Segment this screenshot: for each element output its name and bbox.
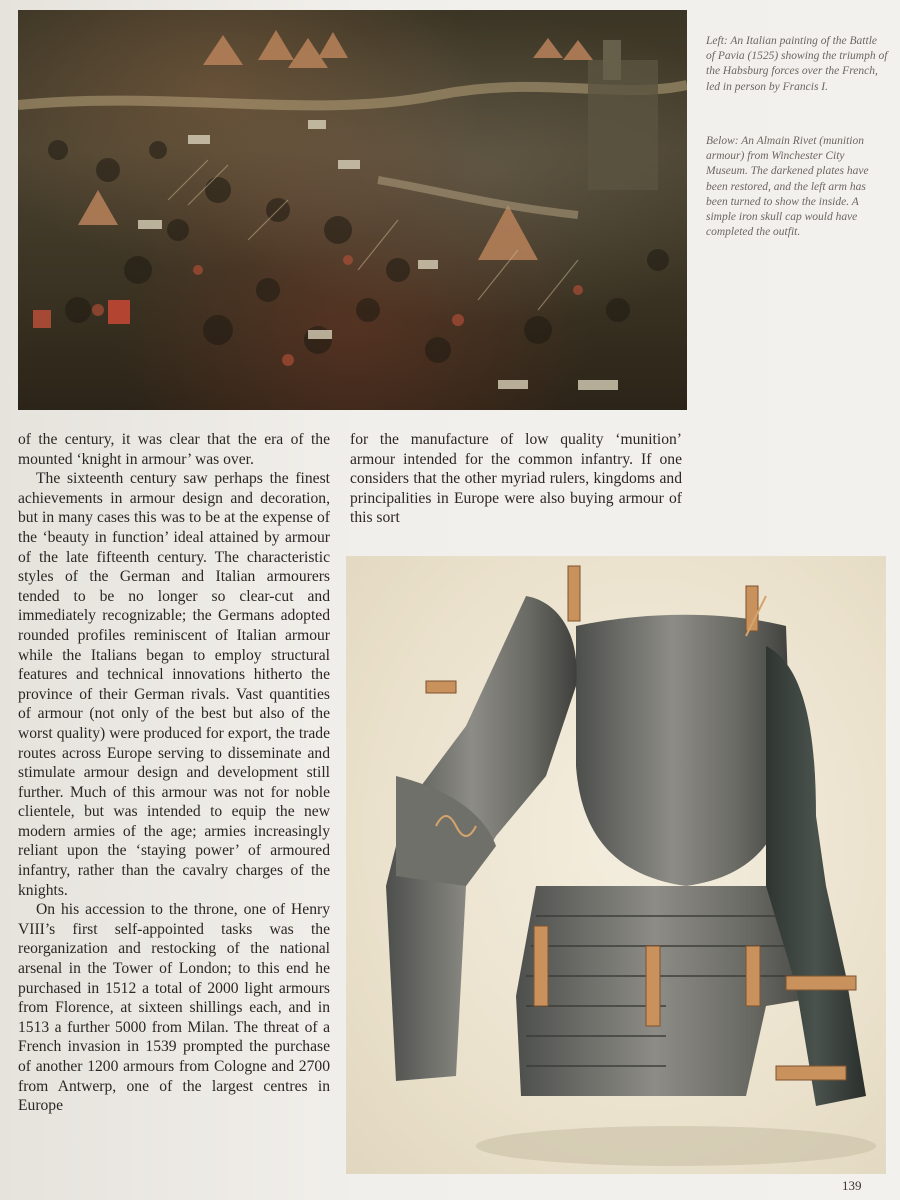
page-number: 139	[842, 1178, 862, 1193]
battle-of-pavia-painting	[18, 10, 687, 410]
paragraph: The sixteenth century saw perhaps the finest achievements in armour design and decoration, but in many cases this was to be at the expense of the ‘beauty in function’ ideal attained by armour of the late fifteenth century. The characteristic styles of the German and Italian armourers tended to be no longer so clear-cut and immediately recognizable; the Germans adopted rounded profiles reminiscent of Italian armour while the Italians began to employ structural features and technical innovations hitherto the province of their German rivals. Vast quantities of armour (not only of the best but also of the worst quality) were produced for export, the trade routes across Europe serving to disseminate and stimulate armour design and development still further. Much of this armour was not for noble clientele, but was intended to equip the new modern armies of the age; armies increasingly reliant upon the ‘staying power’ of armoured infantry, rather than the cavalry charges of the knights.	[18, 470, 330, 899]
paragraph: On his accession to the throne, one of Henry VIII’s first self-appointed tasks was the reorganization and restocking of the national arsenal in the Tower of London; to this end he purchased in 1512 a total of 2000 light armours from Florence, at sixteen shillings each, and in 1513 a further 5000 from Milan. The threat of a French invasion in 1539 prompted the purchase of another 1200 armours from Cologne and 2700 from Antwerp, one of the largest centres in Europe	[18, 901, 330, 1115]
almain-rivet-armour-photo	[346, 556, 886, 1174]
painting-artwork	[18, 10, 687, 410]
body-column-right	[350, 430, 682, 528]
caption-almain-rivet: Below: An Almain Rivet (munition armour) from Winchester City Museum. The darkened plates have been restored, and the left arm has been turned to show the inside. A simple iron skull cap would have completed the outfit.	[706, 135, 869, 239]
paragraph: for the manufacture of low quality ‘munition’ armour intended for the common infantry. If one considers that the other myriad rulers, kingdoms and principalities in Europe were also buying armour of this sort	[350, 431, 682, 527]
paragraph: of the century, it was clear that the era of the mounted ‘knight in armour’ was over.	[18, 431, 330, 468]
caption-battle-of-pavia: Left: An Italian painting of the Battle of Pavia (1525) showing the triumph of the Habsburg forces over the French, led in person by Francis I.	[706, 35, 888, 93]
body-column-left	[18, 430, 330, 1116]
armour-artwork	[346, 556, 886, 1174]
